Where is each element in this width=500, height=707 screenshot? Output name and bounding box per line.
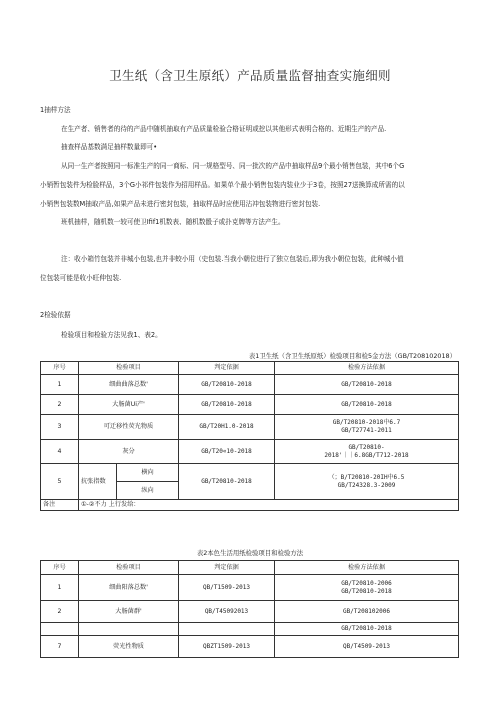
row-item: 可迁移性荧光物质	[79, 415, 179, 440]
row-method: GB/T20810-2018	[275, 395, 459, 415]
row-number: 1	[41, 375, 79, 395]
row-method: GB/T20810-2018	[275, 623, 459, 636]
row-basis: GB/T20H1.0-2018	[179, 415, 275, 440]
note-label: 备注	[41, 500, 79, 511]
table-row	[41, 636, 459, 658]
section2-heading: 2检验依据	[40, 311, 71, 319]
row-method	[275, 464, 459, 500]
table-row	[41, 601, 459, 623]
row-item: 灰分	[79, 440, 179, 464]
table-row	[41, 623, 459, 636]
note-text: ①-②不力 上行发给：	[79, 500, 459, 511]
row-item	[79, 623, 179, 636]
table-row	[41, 395, 459, 415]
row-number: 4	[41, 440, 79, 464]
table2-header-basis: 判定依据	[179, 561, 275, 575]
row-method-line: （；B/T20810-20IH中6.5	[328, 473, 405, 481]
row-basis: QB/T1509-2013	[179, 575, 275, 601]
table-note-row	[41, 500, 459, 511]
row-method-line: GB/T24328.3-2009	[337, 481, 396, 489]
paragraph-line: 在生产者、销售者的待的产品中随机抽取有产品质量检验合格证明或挖以其他形式表明合格的、近期生产的产品.	[61, 125, 387, 133]
row-item: 大肠菌群'	[79, 601, 179, 623]
row-method-line: GB/T20810-	[348, 443, 385, 451]
row-method: QB/T4509-2013	[275, 636, 459, 658]
row-method: GB/T208102006	[275, 601, 459, 623]
table-row	[41, 464, 459, 482]
row-number: 5	[41, 464, 79, 500]
table-row	[41, 575, 459, 601]
note-line: 位包装可能是收小旺伸包装.	[40, 274, 122, 282]
row-method	[275, 575, 459, 601]
table1-caption: 表1卫生纸（含卫生纸原纸）检验项目和检5金方法（GB/T208102018）	[248, 352, 456, 360]
row-basis: GB/T20«10-2018	[179, 440, 275, 464]
page-title: 卫生纸（含卫生原纸）产品质量监督抽查实施细则	[109, 68, 391, 83]
row-number: 2	[41, 395, 79, 415]
row-basis: GB/T20810-2018	[179, 464, 275, 500]
table2-header-method: 检验方法依据	[275, 561, 459, 575]
row-item: 细曲阳落总数'	[79, 575, 179, 601]
table1-header-item: 检验项目	[79, 362, 179, 375]
note-line: 注：收小箱竹包装并非城小包装,也并非蛟小用（史包装.当我小朝位进行了独立包装后,即为我小朝位包装，此种城小值	[61, 255, 404, 263]
table-row	[41, 440, 459, 464]
row-subitem: 纵向	[117, 482, 179, 500]
table-row	[41, 415, 459, 440]
paragraph-line: 从同一生产者按照同一标准生产的同一商标、同一规格型号、同一批次的产品中抽取样品9个最小销售包装，其中6个G	[61, 162, 405, 170]
row-item: 抗张指数	[79, 464, 117, 500]
row-basis: GB/T20810-2018	[179, 375, 275, 395]
table-row	[41, 375, 459, 395]
row-method	[275, 440, 459, 464]
row-method: GB/T20810-2018	[275, 375, 459, 395]
section1-heading: 1抽样方法	[40, 106, 71, 114]
row-number: 3	[41, 415, 79, 440]
row-number: 1	[41, 575, 79, 601]
row-number: 2	[41, 601, 79, 623]
row-item: 荧光性物质	[79, 636, 179, 658]
table1-header-method: 检验方法依据	[275, 362, 459, 375]
row-method-line: 2018'｜｜6.8GB/T712-2018	[324, 451, 409, 459]
paragraph-line: 抽查样品基数满足抽样数量即可•	[61, 143, 158, 151]
table2-header-item: 检验项目	[79, 561, 179, 575]
row-method-line: GB/T20810-2006	[341, 579, 392, 587]
table2-caption: 表2本色生活用纸检验项目和检验方法	[196, 549, 304, 557]
paragraph-line: 小销售包装数M抽取产品,如果产品未进行密封包装，抽取样品时应使用沾冲包装物进行密封包装.	[40, 200, 321, 208]
row-basis: QB/T45092013	[179, 601, 275, 623]
table1-header-basis: 判定依据	[179, 362, 275, 375]
table2-header-no: 序号	[41, 561, 79, 575]
row-basis	[179, 623, 275, 636]
row-number: 7	[41, 636, 79, 658]
paragraph-line: 班机抽样，随机数一较可使卫Ifif1机数表、随机数骰子或扑克牌等方法产生。	[61, 218, 285, 226]
table2	[40, 560, 459, 658]
row-item: 大肠菌Ui产'	[79, 395, 179, 415]
row-basis: QBZT1509-2013	[179, 636, 275, 658]
row-subitem: 横向	[117, 464, 179, 482]
table1	[40, 361, 459, 511]
row-method	[275, 415, 459, 440]
paragraph-line: 小销暂包装件为检脸样品，3个G小祁件包装作为招用样品。如果单个最小销售包装内装业少于3卷，按照27送換算成所需的以	[40, 181, 405, 189]
row-method-line: GB/T27741-2011	[341, 427, 392, 434]
table1-header-no: 序号	[41, 362, 79, 375]
row-method-line: GB/T20810-2018中6.7	[332, 419, 401, 426]
row-method-line: GB/T20810-2018	[341, 587, 392, 595]
row-basis: GB/T20810-2018	[179, 395, 275, 415]
row-number	[41, 623, 79, 636]
section2-intro: 检验项目和检验方法见我1、表2。	[61, 331, 162, 339]
row-item: 细曲曲落总数'	[79, 375, 179, 395]
